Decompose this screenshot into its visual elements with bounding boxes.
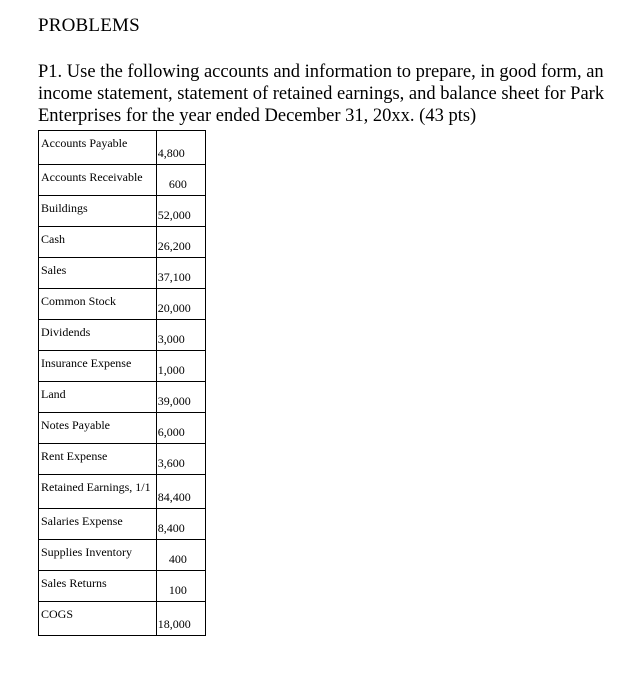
section-heading: PROBLEMS xyxy=(38,15,140,36)
table-row xyxy=(39,444,206,475)
account-amount: 400 xyxy=(156,540,205,571)
table-row xyxy=(39,227,206,258)
account-name: Sales xyxy=(39,258,157,289)
account-amount: 6,000 xyxy=(156,413,205,444)
table-row xyxy=(39,289,206,320)
account-name: Cash xyxy=(39,227,157,258)
table-row xyxy=(39,165,206,196)
account-amount: 3,000 xyxy=(156,320,205,351)
account-amount: 600 xyxy=(156,165,205,196)
table-row xyxy=(39,258,206,289)
account-amount: 3,600 xyxy=(156,444,205,475)
account-amount: 37,100 xyxy=(156,258,205,289)
table-row xyxy=(39,196,206,227)
accounts-table xyxy=(38,130,206,636)
account-name: Accounts Payable xyxy=(39,131,157,165)
account-name: Land xyxy=(39,382,157,413)
account-amount: 52,000 xyxy=(156,196,205,227)
table-row xyxy=(39,571,206,602)
account-amount: 8,400 xyxy=(156,509,205,540)
account-amount: 4,800 xyxy=(156,131,205,165)
table-row xyxy=(39,351,206,382)
account-amount: 39,000 xyxy=(156,382,205,413)
table-row xyxy=(39,320,206,351)
account-name: Rent Expense xyxy=(39,444,157,475)
table-row xyxy=(39,413,206,444)
account-amount: 20,000 xyxy=(156,289,205,320)
account-name: Common Stock xyxy=(39,289,157,320)
problem-prompt: P1. Use the following accounts and information to prepare, in good form, an income statement, statement of retained earnings, and balance sheet for Park Enterprises for the year ended December 31, 20xx. (43 pts) xyxy=(38,62,605,126)
account-amount: 100 xyxy=(156,571,205,602)
account-name: Accounts Receivable xyxy=(39,165,157,196)
table-row xyxy=(39,602,206,636)
table-row xyxy=(39,540,206,571)
account-name: COGS xyxy=(39,602,157,636)
table-row xyxy=(39,475,206,509)
account-name: Salaries Expense xyxy=(39,509,157,540)
account-name: Dividends xyxy=(39,320,157,351)
account-name: Notes Payable xyxy=(39,413,157,444)
table-row xyxy=(39,382,206,413)
account-amount: 1,000 xyxy=(156,351,205,382)
account-name: Retained Earnings, 1/1 xyxy=(39,475,157,509)
account-name: Insurance Expense xyxy=(39,351,157,382)
table-row xyxy=(39,509,206,540)
account-amount: 18,000 xyxy=(156,602,205,636)
account-name: Buildings xyxy=(39,196,157,227)
account-name: Supplies Inventory xyxy=(39,540,157,571)
account-amount: 84,400 xyxy=(156,475,205,509)
table-row xyxy=(39,131,206,165)
account-name: Sales Returns xyxy=(39,571,157,602)
account-amount: 26,200 xyxy=(156,227,205,258)
